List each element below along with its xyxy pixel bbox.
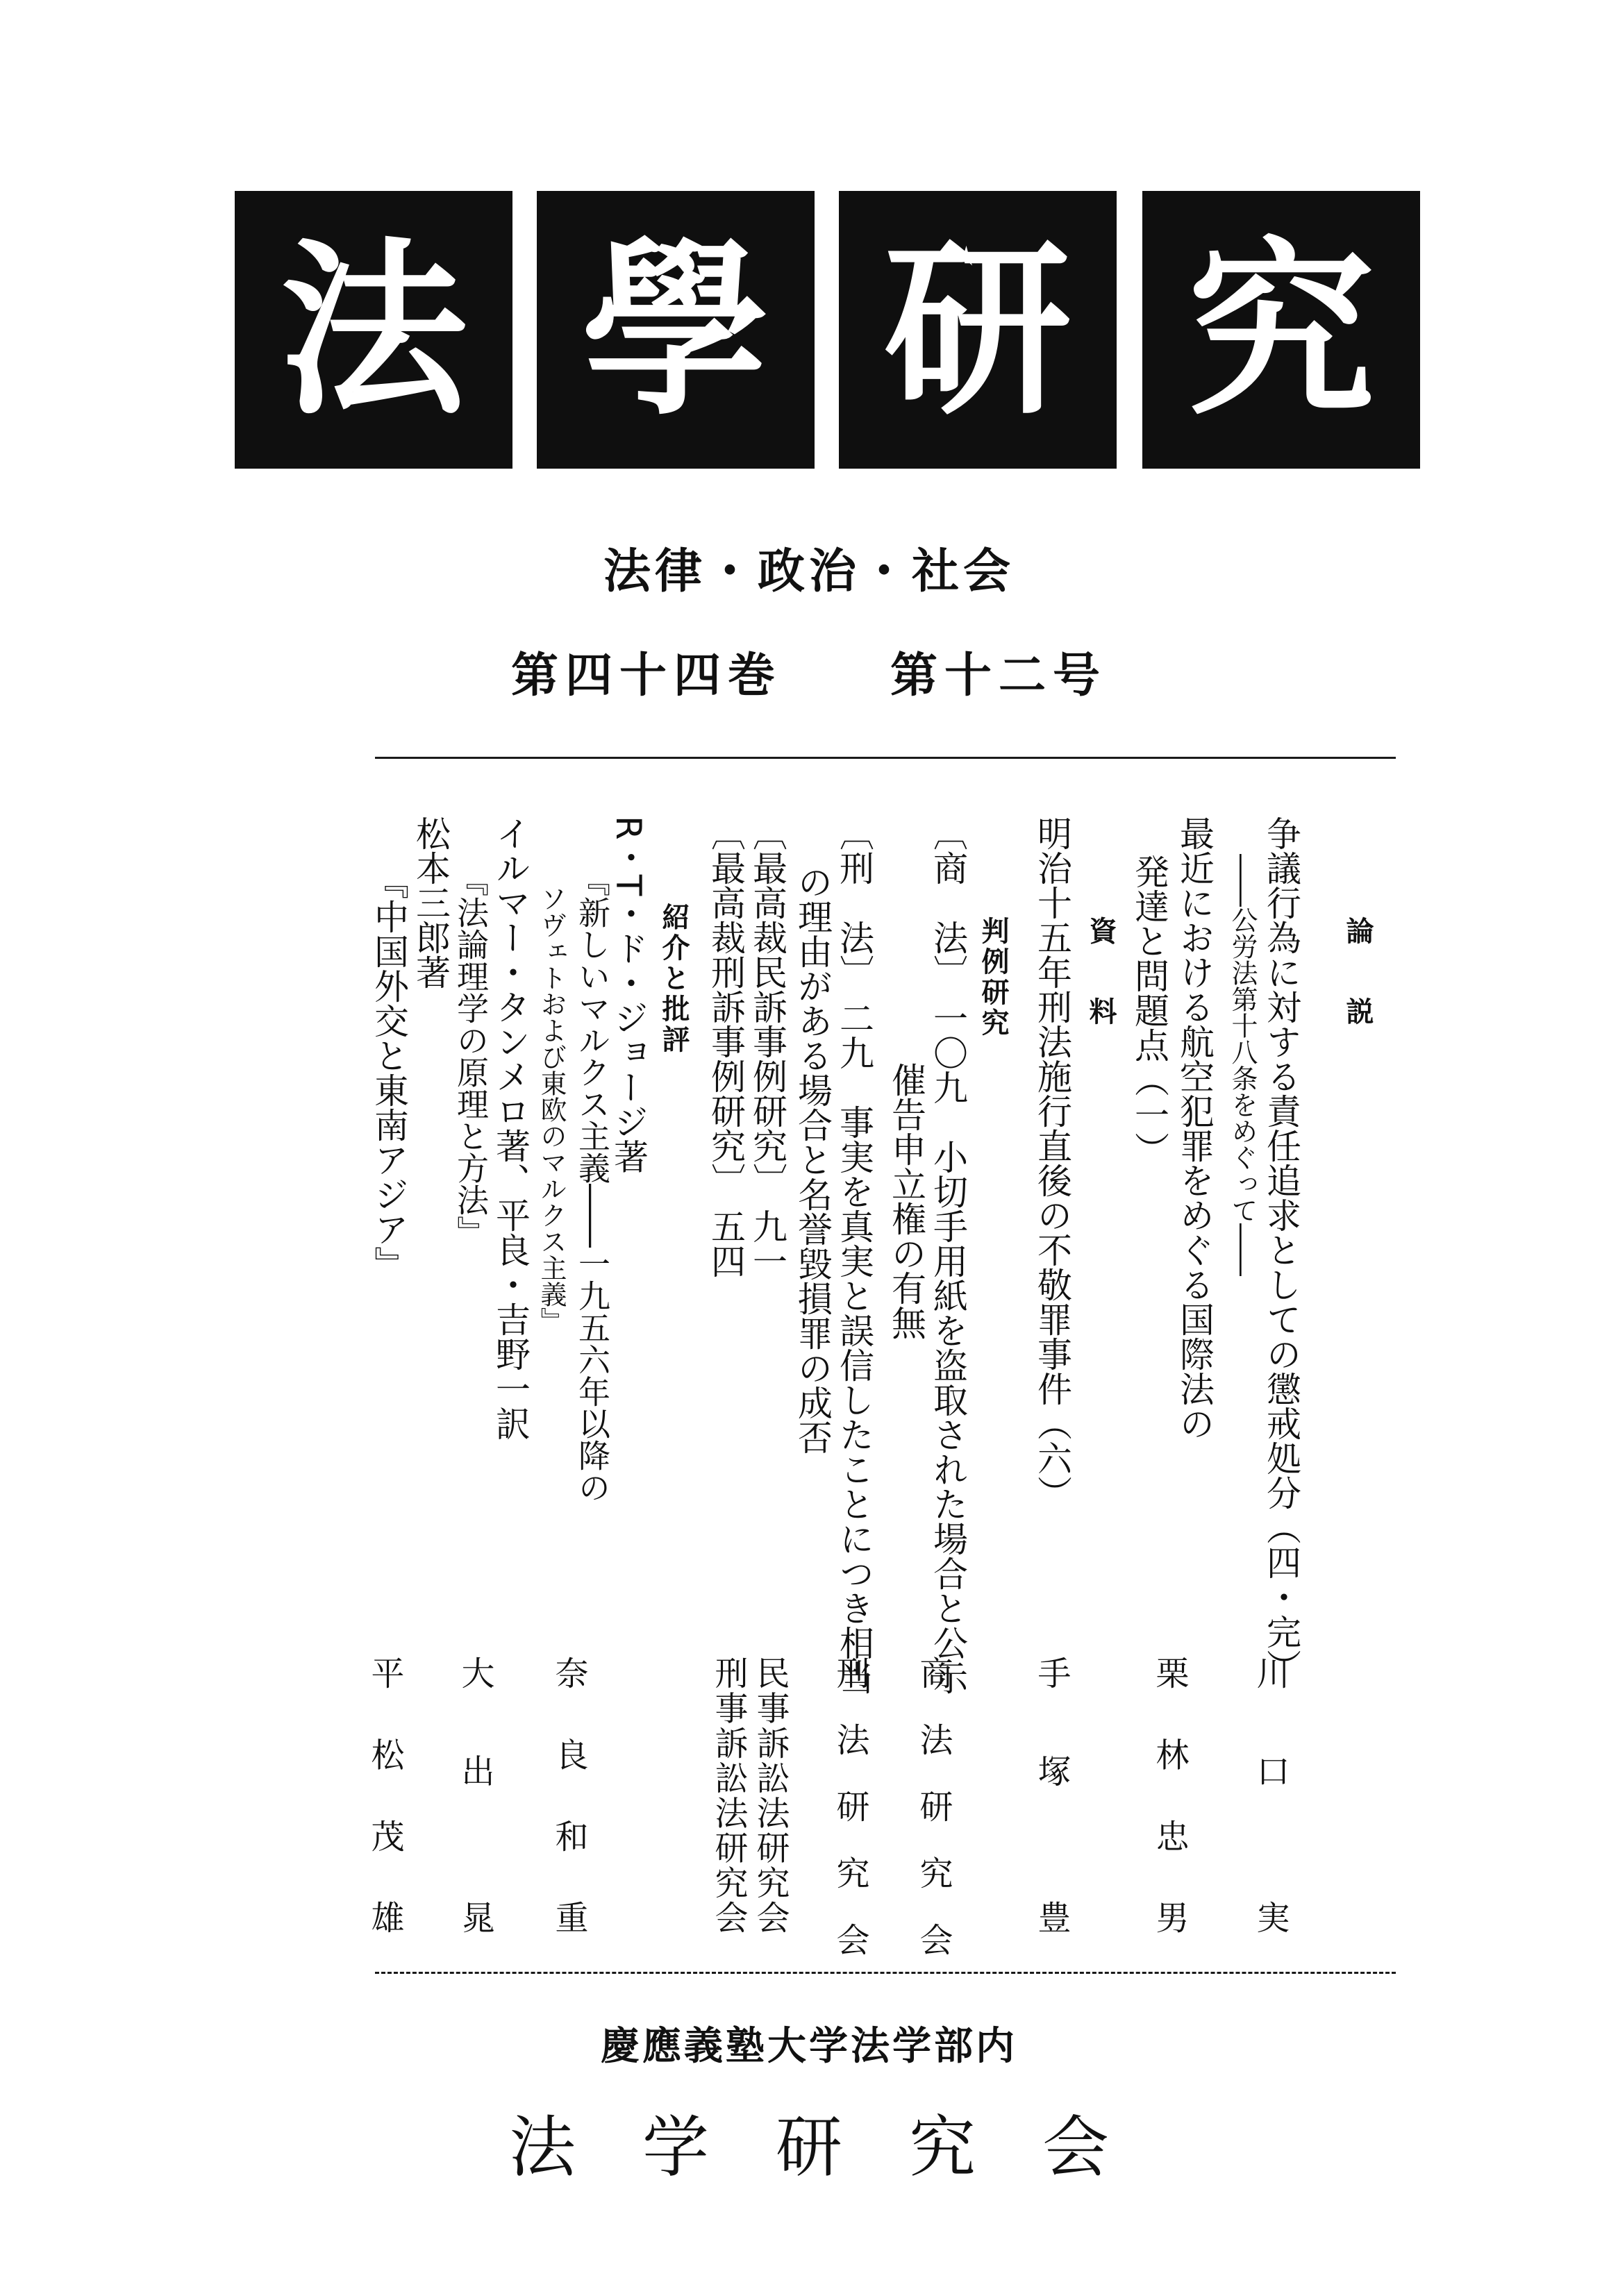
article-9-author: 大 出 晁 <box>456 1656 494 1934</box>
article-3-author: 手 塚 豊 <box>1032 1656 1071 1934</box>
article-1-title: 争議行為に対する責任追求としての懲戒処分（四・完） <box>1261 816 1301 1684</box>
article-4-title: 〔商 法〕 一〇九 小切手用紙を盗取された場合と公示 <box>928 816 968 1695</box>
article-7-author: 刑事訴訟法研究会 <box>709 1656 748 1934</box>
masthead-char-2: 學 <box>537 191 815 469</box>
masthead-char-4: 究 <box>1142 191 1420 469</box>
masthead-char-3: 研 <box>839 191 1117 469</box>
article-10-author: 平 松 茂 雄 <box>365 1656 404 1934</box>
article-8-author: 奈 良 和 重 <box>549 1656 588 1934</box>
article-2-author: 栗 林 忠 男 <box>1150 1656 1189 1934</box>
article-1-subtitle: ――公労法第十八条をめぐって―― <box>1227 854 1258 1276</box>
publisher-affiliation: 慶應義塾大学法学部内 <box>601 2024 1017 2069</box>
article-5-title: 〔刑 法〕 二九 事実を真実と誤信したことにつき相当 <box>834 816 874 1695</box>
article-8-title-cont: 『新しいマルクス主義――一九五六年以降の <box>574 864 611 1503</box>
top-divider <box>375 757 1396 759</box>
article-8-title: R・T・ド・ジョージ著 <box>608 816 649 1174</box>
article-4-author: 商 法 研 究 会 <box>914 1656 953 1956</box>
masthead-char-1: 法 <box>235 191 512 469</box>
section-shokai: 紹介と批評 <box>658 903 690 1055</box>
section-shiryo: 資 料 <box>1085 916 1117 1037</box>
journal-subtitle: 法律・政治・社会 <box>603 544 1015 599</box>
article-1-author: 川 口 実 <box>1251 1656 1290 1934</box>
bottom-divider <box>375 1972 1396 1974</box>
article-2-title-cont: 発達と問題点（一） <box>1129 854 1169 1166</box>
article-6-author: 民事訴訟法研究会 <box>751 1656 790 1934</box>
article-8-title-cont2: ソヴェトおよび東欧のマルクス主義』 <box>536 885 567 1334</box>
article-10-title-cont: 『中国外交と東南アジア』 <box>369 864 409 1281</box>
issue-number: 第四十四巻 第十二号 <box>510 648 1107 703</box>
article-5-title-cont: の理由がある場合と名誉毀損罪の成否 <box>792 864 833 1455</box>
article-4-title-cont: 催告申立権の有無 <box>886 1062 926 1340</box>
article-2-title: 最近における航空犯罪をめぐる国際法の <box>1174 816 1215 1441</box>
article-9-title: イルマー・タンメロ著、平良・吉野一訳 <box>490 816 531 1441</box>
article-10-title: 松本三郎著 <box>410 816 451 989</box>
article-3-title: 明治十五年刑法施行直後の不敬罪事件（六） <box>1032 816 1072 1510</box>
article-7-title: 〔最高裁刑訴事例研究〕 五四 <box>706 816 746 1278</box>
article-6-title: 〔最高裁民訴事例研究〕 九一 <box>747 816 787 1278</box>
section-hanrei: 判例研究 <box>977 916 1009 1039</box>
article-5-author: 刑 法 研 究 会 <box>831 1656 869 1956</box>
publisher-name: 法 学 研 究 会 <box>509 2109 1109 2186</box>
section-ronsetsu: 論 説 <box>1342 916 1374 1037</box>
article-9-title-cont: 『法論理学の原理と方法』 <box>452 864 490 1248</box>
